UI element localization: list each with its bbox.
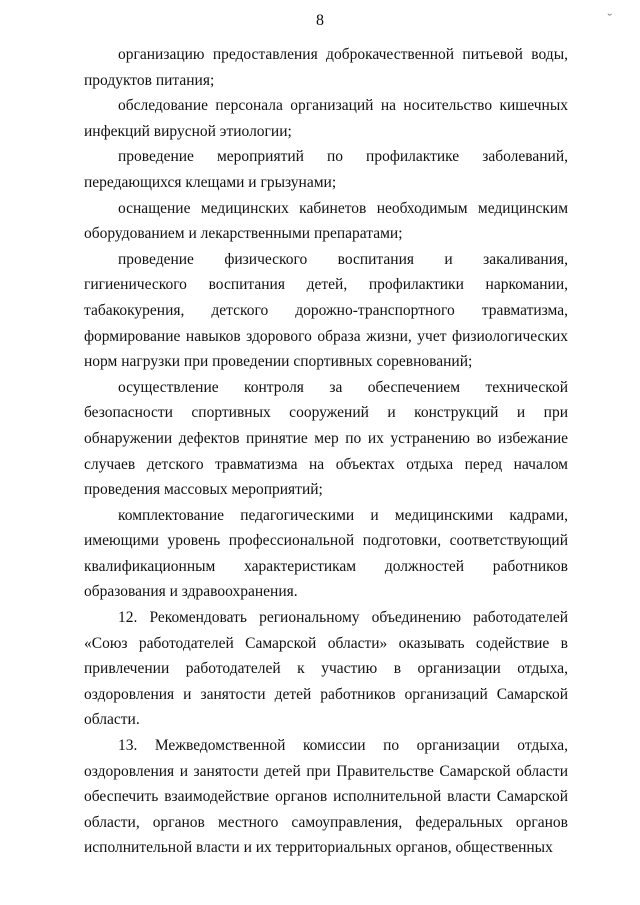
paragraph-safety-control: осуществление контроля за обеспечением технической безопасности спортивных сооружений и конструкций и при обнаружении дефектов принятие мер по их устранению во избежание случаев детского травматизма на объектах отдыха перед началом проведения массовых мероприятий;	[84, 378, 568, 499]
page-number: 8	[316, 12, 324, 29]
paragraph-item-12: 12. Рекомендовать региональному объединению работодателей «Союз работодателей Самарской области» оказывать содействие в привлечении работодателей к участию в организации отдыха, оздоровления и занятости детей работников организаций Самарской области.	[84, 609, 568, 729]
paragraph-staff-examination: обследование персонала организаций на носительство кишечных инфекций вирусной этиологии;	[84, 97, 568, 140]
paragraph-item-13: 13. Межведомственной комиссии по организации отдыха, оздоровления и занятости детей при Правительстве Самарской области обеспечить взаимодействие органов исполнительной власти Самарской области, органов местного самоуправления, федеральных органов исполнительной власти и их территориальных органов, общественных	[84, 737, 568, 857]
document-body	[84, 42, 568, 861]
scan-mark: ˘	[607, 12, 612, 27]
paragraph-medical-equipment: оснащение медицинских кабинетов необходимым медицинским оборудованием и лекарственными препаратами;	[84, 199, 568, 243]
paragraph-water-food: организацию предоставления доброкачественной питьевой воды, продуктов питания;	[84, 46, 568, 89]
paragraph-physical-education: проведение физического воспитания и закаливания, гигиенического воспитания детей, профилактики наркомании, табакокурения, детского дорожно-транспортного травматизма, формирование навыков здорового образа жизни, учет физиологических норм нагрузки при проведении спортивных соревнований;	[84, 250, 568, 371]
paragraph-staffing: комплектование педагогическими и медицинскими кадрами, имеющими уровень профессиональной подготовки, соответствующий квалификационным характеристикам должностей работников образования и здравоохранения.	[84, 506, 568, 601]
paragraph-disease-prevention: проведение мероприятий по профилактике заболеваний, передающихся клещами и грызунами;	[84, 148, 568, 191]
